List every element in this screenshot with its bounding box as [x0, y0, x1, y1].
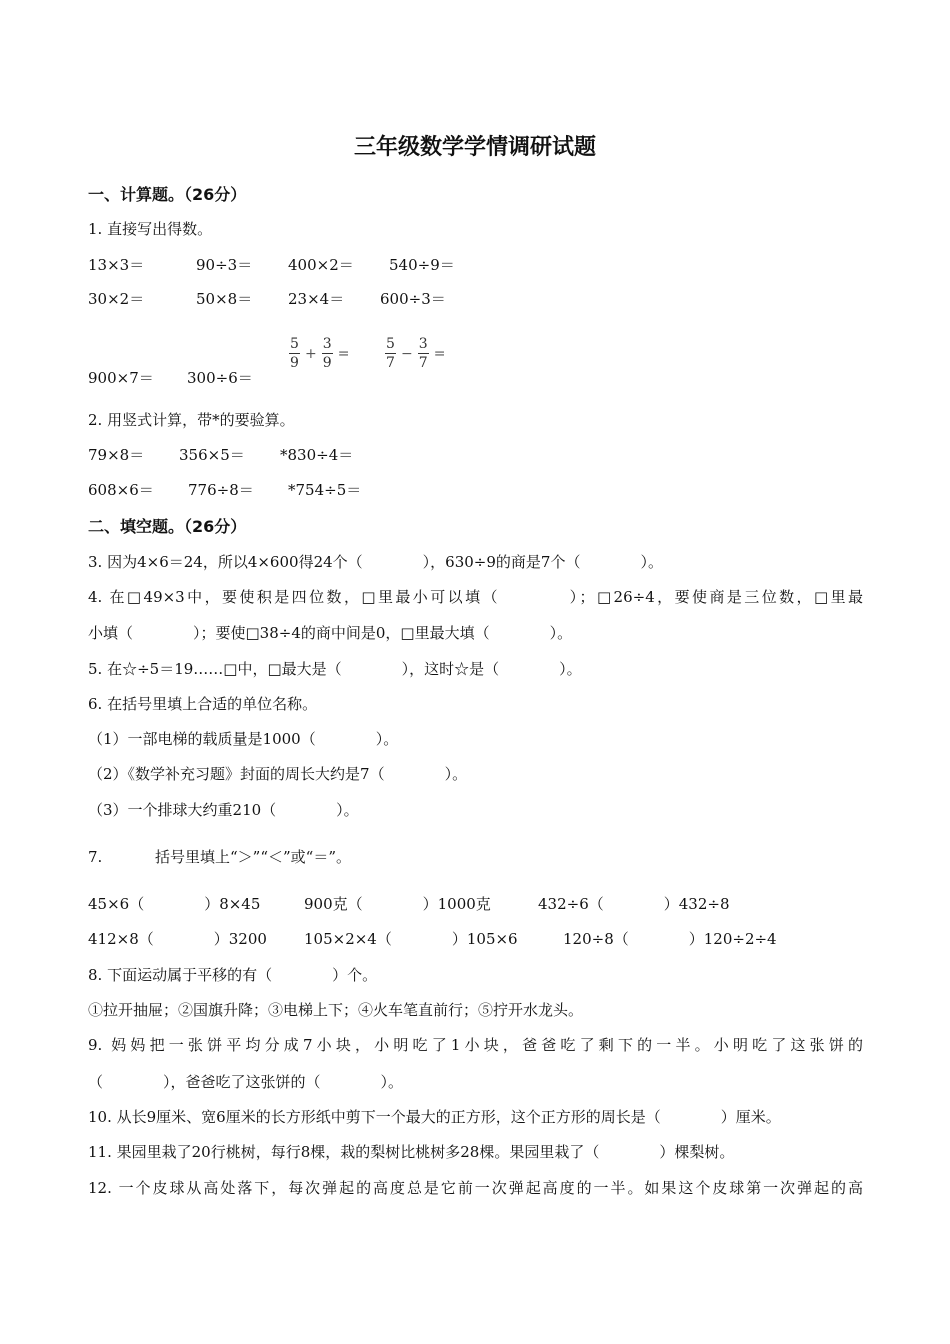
- question-7: 括号里填上“＞”“＜”或“＝”。: [155, 848, 352, 866]
- calc-item: 300÷6＝: [187, 369, 253, 387]
- fraction-subtraction: [382, 336, 447, 371]
- calc-item: 356×5＝: [179, 446, 245, 464]
- question-3: 3. 因为4×6＝24，所以4×600得24个（ ），630÷9的商是7个（ ）。: [88, 553, 663, 571]
- section-heading-calculation: 一、计算题。（26分）: [88, 185, 247, 204]
- calc-item: 540÷9＝: [389, 256, 455, 274]
- question-2: 2. 用竖式计算，带*的要验算。: [88, 411, 295, 429]
- comparison-item: 432÷6（ ）432÷8: [538, 895, 730, 913]
- calc-item: 608×6＝: [88, 481, 154, 499]
- numerator: 3: [418, 336, 428, 352]
- calc-item: 900×7＝: [88, 369, 154, 387]
- calc-item: 400×2＝: [288, 256, 354, 274]
- question-6: 6. 在括号里填上合适的单位名称。: [88, 695, 318, 713]
- denominator: 9: [290, 355, 299, 371]
- calc-item: 50×8＝: [196, 290, 253, 308]
- numerator: 5: [386, 336, 395, 352]
- question-8-options: ①拉开抽屉；②国旗升降；③电梯上下；④火车笔直前行；⑤拧开水龙头。: [88, 1001, 584, 1019]
- equals-sign: =: [433, 345, 446, 362]
- calc-item: 79×8＝: [88, 446, 145, 464]
- calc-item: 776÷8＝: [188, 481, 254, 499]
- question-1: 1. 直接写出得数。: [88, 220, 213, 238]
- calc-item: 600÷3＝: [380, 290, 446, 308]
- page-title: 三年级数学学情调研试题: [353, 135, 596, 160]
- calc-item: 23×4＝: [288, 290, 345, 308]
- comparison-item: 120÷8（ ）120÷2÷4: [563, 930, 777, 948]
- comparison-item: 105×2×4（ ）105×6: [304, 930, 518, 948]
- question-10: 10. 从长9厘米、宽6厘米的长方形纸中剪下一个最大的正方形，这个正方形的周长是（ ）厘米。: [88, 1108, 781, 1126]
- question-11: 11. 果园里栽了20行桃树，每行8棵，栽的梨树比桃树多28棵。果园里栽了（ ）棵梨树。: [88, 1143, 735, 1161]
- numerator: 3: [322, 336, 332, 352]
- denominator: 7: [386, 355, 395, 371]
- operator: −: [401, 345, 413, 362]
- question-5: 5. 在☆÷5＝19……□中，□最大是（ ），这时☆是（ ）。: [88, 660, 582, 678]
- question-8: 8. 下面运动属于平移的有（ ）个。: [88, 966, 378, 984]
- calc-item: *754÷5＝: [288, 481, 362, 499]
- question-4-line-1: 4. 在□49×3中，要使积是四位数，□里最小可以填（ ）；□26÷4，要使商是三位数，□里最: [88, 588, 863, 606]
- comparison-item: 900克（ ）1000克: [304, 895, 491, 913]
- question-4-line-2: 小填（ ）；要使□38÷4的商中间是0，□里最大填（ ）。: [88, 624, 573, 642]
- question-9-line-1: 9. 妈妈把一张饼平均分成7小块，小明吃了1小块，爸爸吃了剩下的一半。小明吃了这张饼的: [88, 1036, 863, 1054]
- comparison-item: 45×6（ ）8×45: [88, 895, 261, 913]
- question-6-item-3: （3）一个排球大约重210（ ）。: [88, 801, 359, 819]
- section-heading-fill-in: 二、填空题。（26分）: [88, 517, 247, 536]
- question-7-number: 7.: [88, 848, 103, 866]
- calc-item: *830÷4＝: [280, 446, 354, 464]
- denominator: 7: [418, 355, 428, 371]
- calc-item: 30×2＝: [88, 290, 145, 308]
- calc-item: 90÷3＝: [196, 256, 253, 274]
- equals-sign: =: [337, 345, 350, 362]
- calc-item: 13×3＝: [88, 256, 145, 274]
- question-6-item-1: （1）一部电梯的载质量是1000（ ）。: [88, 730, 399, 748]
- denominator: 9: [322, 355, 332, 371]
- question-12: 12. 一个皮球从高处落下，每次弹起的高度总是它前一次弹起高度的一半。如果这个皮球第一次弹起的高: [88, 1179, 863, 1197]
- comparison-item: 412×8（ ）3200: [88, 930, 267, 948]
- question-6-item-2: （2）《数学补充习题》封面的周长大约是7（ ）。: [88, 765, 468, 783]
- question-9-line-2: （ ），爸爸吃了这张饼的（ ）。: [88, 1073, 404, 1091]
- operator: +: [305, 345, 317, 362]
- numerator: 5: [290, 336, 299, 352]
- fraction-addition: [286, 336, 351, 371]
